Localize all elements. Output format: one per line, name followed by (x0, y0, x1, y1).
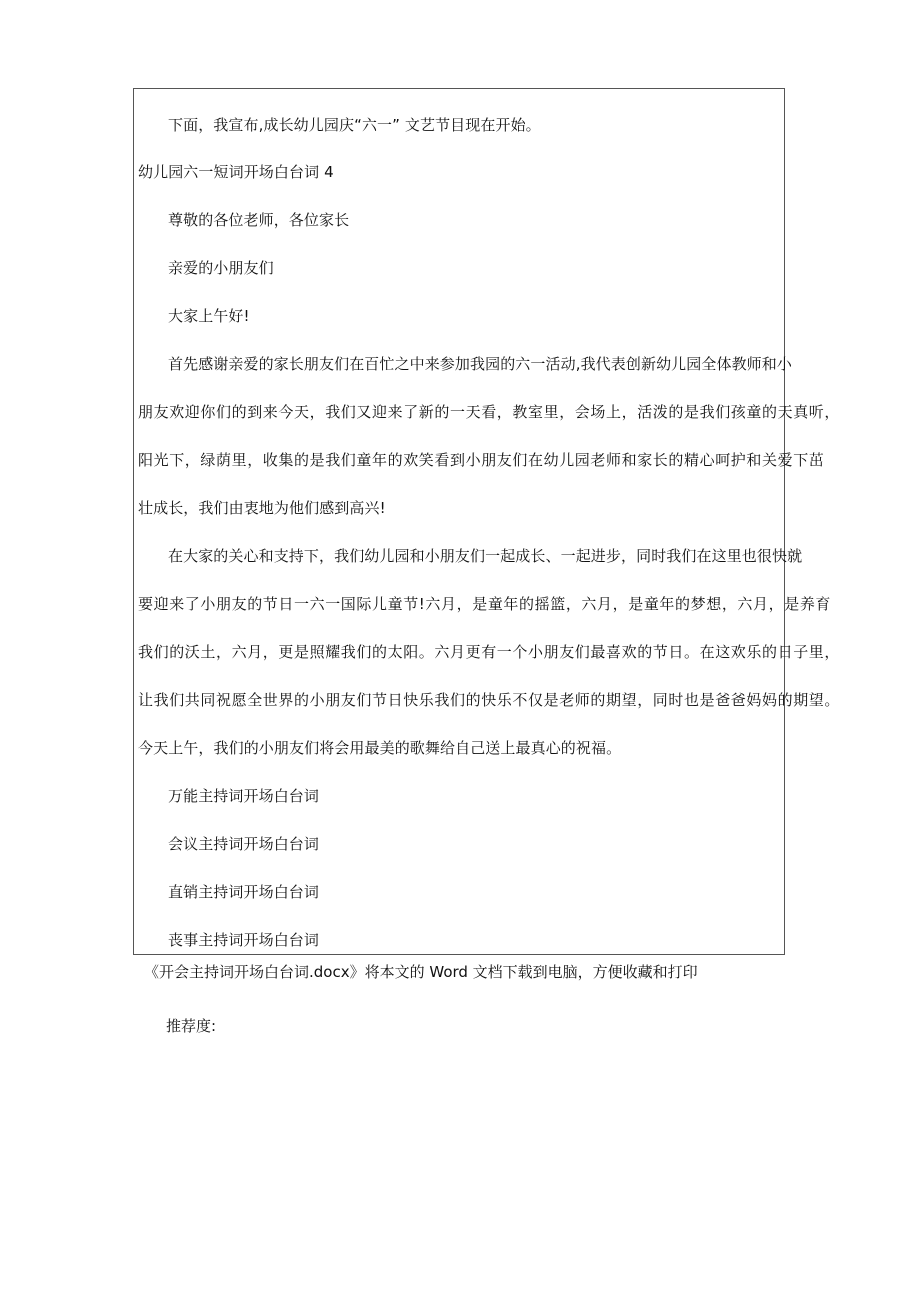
paragraph2-line: 今天上午，我们的小朋友们将会用最美的歌舞给自己送上最真心的祝福。 (138, 739, 622, 757)
paragraph2-line: 让我们共同祝愿全世界的小朋友们节日快乐我们的快乐不仅是老师的期望，同时也是爸爸妈妈的期望。 (138, 691, 841, 709)
section-title: 幼儿园六一短词开场白台词 4 (138, 163, 334, 181)
paragraph1-line: 阳光下，绿荫里，收集的是我们童年的欢笑看到小朋友们在幼儿园老师和家长的精心呵护和关爱下茁 (138, 451, 825, 469)
paragraph1-line: 朋友欢迎你们的到来今天，我们又迎来了新的一天看，教室里，会场上，活泼的是我们孩童的天真听， (138, 403, 841, 421)
download-link[interactable]: 《开会主持词开场白台词.docx》将本文的 Word 文档下载到电脑，方便收藏和打印 (144, 963, 698, 981)
paragraph2-line: 在大家的关心和支持下，我们幼儿园和小朋友们一起成长、一起进步，同时我们在这里也很快就 (168, 547, 803, 565)
related-link[interactable]: 丧事主持词开场白台词 (168, 931, 320, 949)
intro-announcement: 下面，我宣布,成长幼儿园庆“六一” 文艺节目现在开始。 (168, 116, 541, 134)
paragraph2-line: 我们的沃土，六月，更是照耀我们的太阳。六月更有一个小朋友们最喜欢的节日。在这欢乐的日子里， (138, 643, 841, 661)
related-link[interactable]: 万能主持词开场白台词 (168, 787, 320, 805)
paragraph2-line: 要迎来了小朋友的节日一六一国际儿童节!六月，是童年的摇篮，六月，是童年的梦想，六月，是养育 (138, 595, 832, 613)
document-frame (133, 88, 841, 955)
paragraph1-line: 首先感谢亲爱的家长朋友们在百忙之中来参加我园的六一活动,我代表创新幼儿园全体教师和小 (168, 355, 792, 373)
greeting-teachers: 尊敬的各位老师，各位家长 (168, 211, 350, 229)
greeting-morning: 大家上午好! (168, 307, 250, 325)
greeting-children: 亲爱的小朋友们 (168, 259, 274, 277)
recommend-label: 推荐度: (166, 1017, 217, 1035)
related-link[interactable]: 会议主持词开场白台词 (168, 835, 320, 853)
related-link[interactable]: 直销主持词开场白台词 (168, 883, 320, 901)
paragraph1-line: 壮成长，我们由衷地为他们感到高兴! (138, 499, 386, 517)
